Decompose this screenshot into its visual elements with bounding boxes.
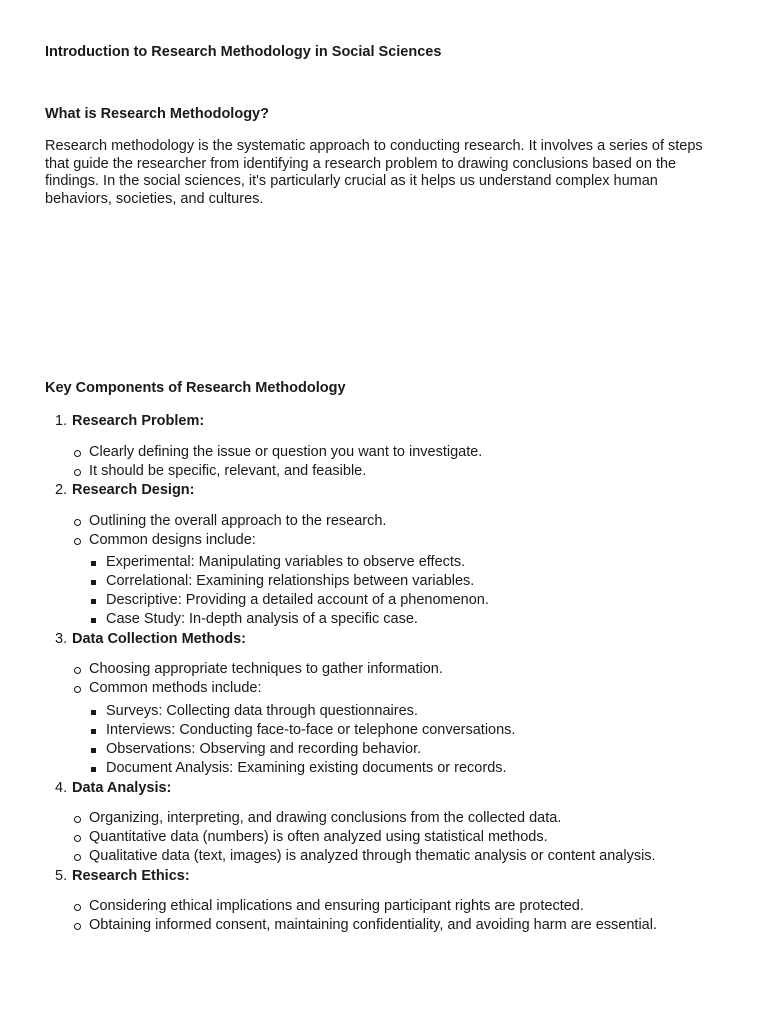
list-item: [72, 532, 725, 629]
nested-item-text: Observations: Observing and recording behavior.: [106, 741, 422, 758]
list-item-text: Obtaining informed consent, maintaining confidentiality, and avoiding harm are essential.: [89, 917, 657, 934]
nested-item-text: Case Study: In-depth analysis of a specific case.: [106, 611, 418, 628]
component-item: [45, 482, 725, 629]
nested-item-text: Experimental: Manipulating variables to observe effects.: [106, 554, 466, 571]
nested-list: [89, 703, 725, 778]
component-number: 1.: [55, 413, 68, 429]
nested-list-item: [89, 741, 725, 759]
circle-bullet-icon: [74, 519, 81, 526]
list-item-text: Outlining the overall approach to the research.: [89, 512, 387, 529]
nested-list-item: [89, 722, 725, 740]
list-item: [72, 513, 725, 531]
component-item: [45, 631, 725, 778]
nested-list-item: [89, 703, 725, 721]
sub-list: [72, 810, 725, 866]
circle-bullet-icon: [74, 450, 81, 457]
list-item-text: Considering ethical implications and ensuring participant rights are protected.: [89, 898, 584, 915]
square-bullet-icon: [91, 748, 96, 753]
components-list: [45, 413, 725, 937]
key-components-heading: Key Components of Research Methodology: [45, 380, 346, 396]
list-item: [72, 463, 725, 481]
component-number: 3.: [55, 630, 68, 647]
component-title: Research Design:: [72, 482, 195, 499]
nested-list-item: [89, 611, 725, 629]
square-bullet-icon: [91, 599, 96, 604]
list-item-text: Common methods include:: [89, 680, 262, 697]
square-bullet-icon: [91, 729, 96, 734]
sub-list: [72, 444, 725, 481]
component-number: 2.: [55, 482, 68, 499]
nested-list-item: [89, 760, 725, 778]
circle-bullet-icon: [74, 854, 81, 861]
nested-item-text: Surveys: Collecting data through questionnaires.: [106, 703, 418, 720]
component-title: Data Collection Methods:: [72, 630, 247, 647]
what-is-heading: What is Research Methodology?: [45, 106, 269, 122]
list-item: [72, 680, 725, 777]
nested-list-item: [89, 554, 725, 572]
list-item-text: Choosing appropriate techniques to gather information.: [89, 661, 443, 678]
list-item: [72, 829, 725, 847]
list-item-text: Clearly defining the issue or question you want to investigate.: [89, 443, 483, 460]
component-item: [45, 868, 725, 935]
list-item-text: Common designs include:: [89, 531, 256, 548]
circle-bullet-icon: [74, 538, 81, 545]
square-bullet-icon: [91, 561, 96, 566]
nested-list-item: [89, 592, 725, 610]
document-title: Introduction to Research Methodology in Social Sciences: [45, 44, 442, 60]
nested-item-text: Descriptive: Providing a detailed account of a phenomenon.: [106, 592, 489, 609]
nested-item-text: Correlational: Examining relationships between variables.: [106, 573, 475, 590]
circle-bullet-icon: [74, 469, 81, 476]
list-item: [72, 848, 725, 866]
list-item-text: Quantitative data (numbers) is often analyzed using statistical methods.: [89, 829, 548, 846]
list-item-text: Organizing, interpreting, and drawing conclusions from the collected data.: [89, 810, 562, 827]
intro-paragraph: Research methodology is the systematic approach to conducting research. It involves a series of steps that guide the researcher from identifying a research problem to drawing conclusions based on the findings. In the social sciences, it's particularly crucial as it helps us understand complex human behaviors, societies, and cultures.: [45, 138, 703, 207]
component-title: Data Analysis:: [72, 779, 172, 796]
list-item-text: Qualitative data (text, images) is analyzed through thematic analysis or content analysis.: [89, 848, 656, 865]
sub-list: [72, 513, 725, 629]
nested-item-text: Document Analysis: Examining existing documents or records.: [106, 760, 507, 777]
component-title: Research Problem:: [72, 413, 205, 429]
list-item: [72, 661, 725, 679]
list-item-text: It should be specific, relevant, and feasible.: [89, 462, 367, 479]
nested-item-text: Interviews: Conducting face-to-face or telephone conversations.: [106, 722, 516, 739]
list-item: [72, 810, 725, 828]
square-bullet-icon: [91, 618, 96, 623]
square-bullet-icon: [91, 767, 96, 772]
sub-list: [72, 661, 725, 777]
square-bullet-icon: [91, 580, 96, 585]
sub-list: [72, 898, 725, 935]
component-item: [45, 780, 725, 866]
circle-bullet-icon: [74, 686, 81, 693]
nested-list-item: [89, 573, 725, 591]
circle-bullet-icon: [74, 835, 81, 842]
list-item: [72, 917, 725, 935]
component-number: 5.: [55, 867, 68, 884]
nested-list: [89, 554, 725, 629]
list-item: [72, 444, 725, 462]
list-item: [72, 898, 725, 916]
circle-bullet-icon: [74, 816, 81, 823]
component-item: [45, 413, 725, 480]
circle-bullet-icon: [74, 667, 81, 674]
component-number: 4.: [55, 779, 68, 796]
square-bullet-icon: [91, 710, 96, 715]
circle-bullet-icon: [74, 923, 81, 930]
circle-bullet-icon: [74, 904, 81, 911]
component-title: Research Ethics:: [72, 867, 190, 884]
